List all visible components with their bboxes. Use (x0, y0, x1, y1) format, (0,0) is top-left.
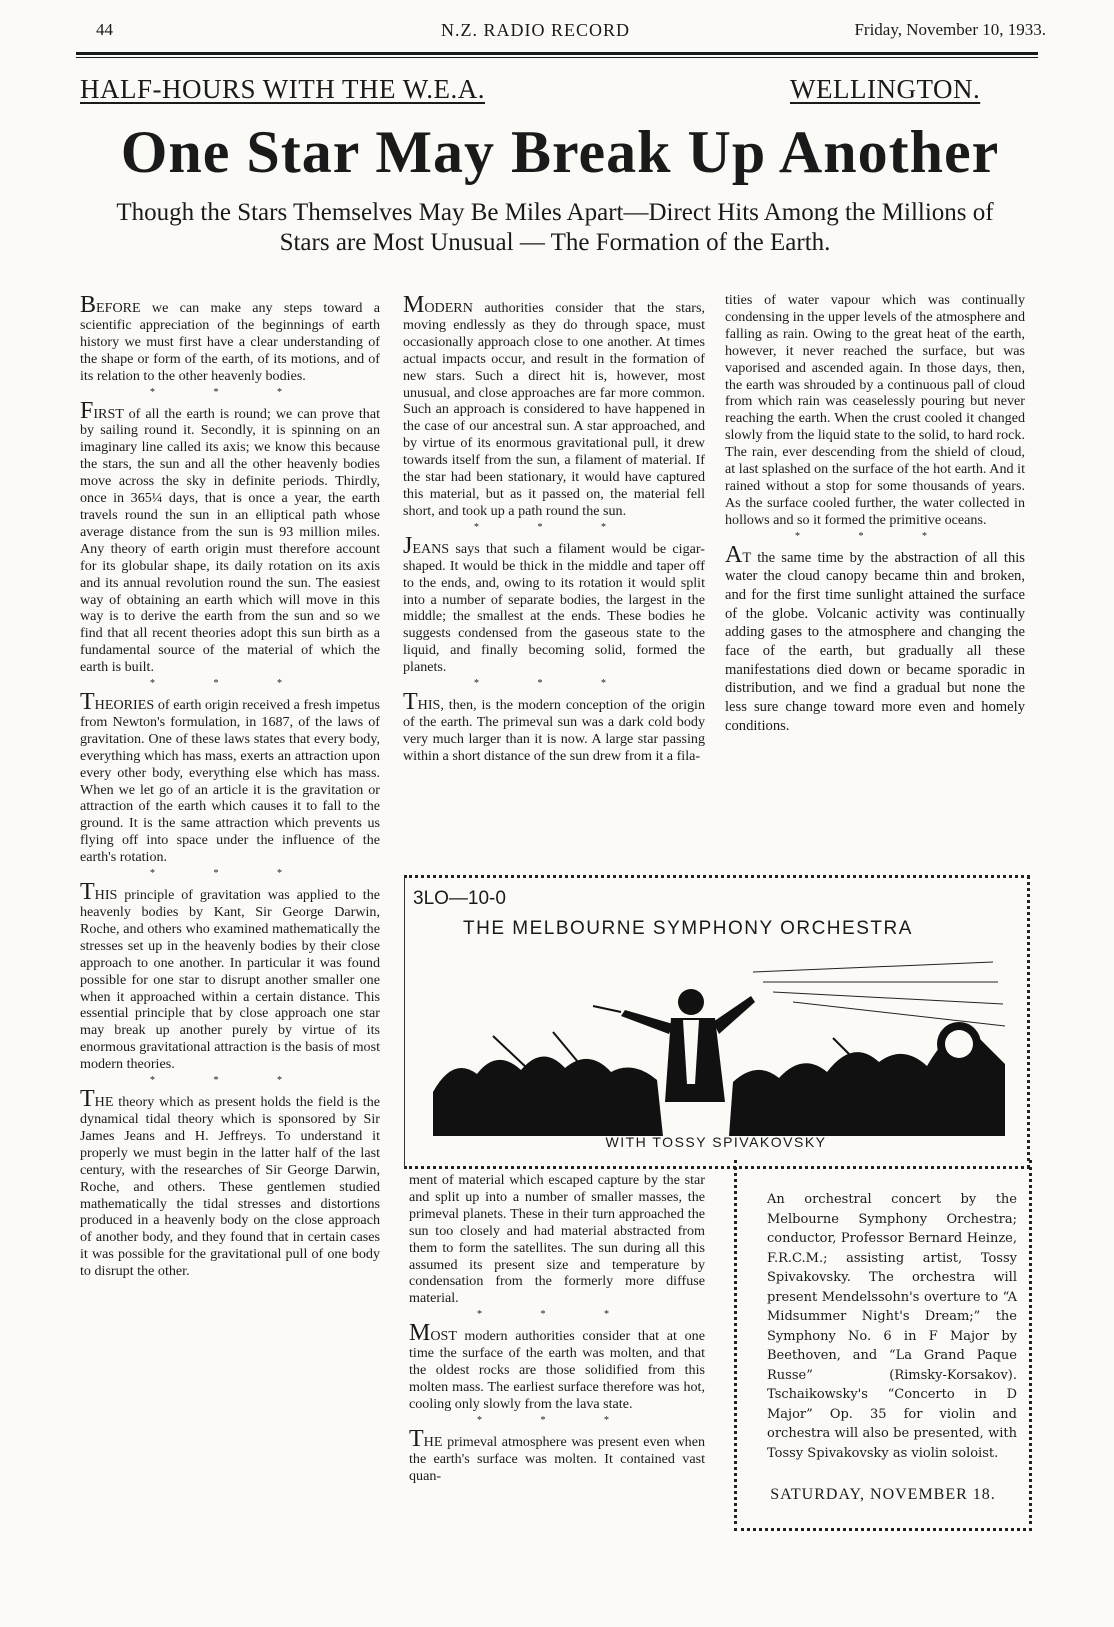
drop-cap: T (403, 689, 418, 716)
soloist-line: WITH TOSSY SPIVAKOVSKY (605, 1134, 827, 1150)
header-rule-thin (76, 57, 1038, 58)
paragraph: tities of water vapour which was continually condensing in the upper levels of the atmosphere and falling as rain. Owing to the great heat of the earth, however, it never reached the surface, but was vaporised and ascended again. In those days, then, the earth was shrouded by a continuous pall of cloud from which rain was ceaselessly pouring but never reaching the earth. When the crust cooled it changed slowly from the liquid state to the solid, to hard rock. The rain, ever descending from the shield of cloud, at last splashed on the surface of the hot earth. And it rained without a stop for some thousands of years. As the surface cooled further, the water collected in hollows and so it formed the primitive oceans. (725, 292, 1025, 528)
conductor-illustration (433, 952, 1005, 1136)
paragraph: THE theory which as present holds the field is the dynamical tidal theory which is sponsored by Sir James Jeans and H. Jeffreys. To understand it properly we must begin in the latter half of the last century, with the researches of Sir George Darwin, Roche, and others. These gentlemen studied mathematically the tidal stresses and distortions produced in a heavenly body on the close approach of another body, and they found that in certain cases it was possible for the gravitational pull of one body to disrupt the other. (80, 1086, 380, 1280)
headline: One Star May Break Up Another (120, 119, 1000, 185)
separator: * * * (795, 530, 955, 542)
paragraph: ment of material which escaped capture by the star and split up into a number of smaller masses, the primeval planets. These in their turn approached the sun too closely and had material abstracted from them to form the satellites. The sun during all this assumed its present size and temperature by condensation from the formerly more diffuse material. (409, 1172, 705, 1307)
concert-description: An orchestral concert by the Melbourne Symphony Orchestra; conductor, Professor Bernard Heinze, F.R.C.M.; assisting artist, Tossy Spivakovsky. The orchestra will present Mendelssohn's overture to “A Midsummer Night's Dream;” the Symphony No. 6 in F Major by Beethoven, and “La Grand Paque Russe” (Rimsky-Korsakov). Tschaikowsky's “Concerto in D Major” Op. 35 for violin and orchestra will also be presented, with Tossy Spivakovsky as violin soloist. (767, 1192, 1017, 1461)
article-column-1 (80, 292, 380, 1280)
separator: * * * (474, 521, 634, 533)
header-rule (76, 52, 1038, 55)
paragraph: JEANS says that such a filament would be cigar-shaped. It would be thick in the middle and taper off to the ends, and, owing to its rotation it would split into a number of separate bodies, the largest in the middle; the smallest at the ends. These bodies he suggests condensed from the gaseous state to the liquid, and finally becoming solid, formed the planets. (403, 532, 705, 676)
paragraph: THIS principle of gravitation was applied to the heavenly bodies by Kant, Sir George Darwin, Roche, and others who examined mathematically the stresses set up in the heavenly bodies by their close approach to one another. In particular it was found possible for one star to disrupt another smaller one when it approached within a certain distance. This essential principle that by close approach one star may break up another purely by virtue of its enormous gravitational attraction is the basis of most modern theories. (80, 879, 380, 1073)
publication-name: N.Z. RADIO RECORD (441, 20, 631, 40)
drop-cap: A (725, 541, 743, 568)
subheadline: Though the Stars Themselves May Be Miles Apart—Direct Hits Among the Millions of Stars are Most Unusual — The Formation of the Earth. (116, 199, 994, 256)
paragraph: FIRST of all the earth is round; we can prove that by sailing round it. Secondly, it is spinning on an imaginary line called its axis; we know this because the stars, the sun and all the other heavenly bodies move across the sky in definite periods. Thirdly, once in 365¼ days, that is once a year, the earth travels round the sun in an elliptical path whose average distance from the sun is 93 million miles. Any theory of earth origin must therefore account for its globular shape, its daily rotation on its axis and its annual revolution round the sun. The easiest way of obtaining an earth which will move in this way is to derive the earth from the sun and so we find that all recent theories adopt this sun birth as a fundamental source of the material of which the earth is built. (80, 397, 380, 676)
page-number: 44 (96, 20, 113, 39)
drop-cap: T (80, 879, 95, 906)
separator: * * * (150, 868, 310, 880)
drop-cap: T (80, 1086, 95, 1113)
drop-cap: B (80, 292, 97, 318)
running-header (96, 18, 1046, 46)
separator: * * * (150, 386, 310, 398)
separator: * * * (474, 678, 634, 690)
separator: * * * (150, 1075, 310, 1087)
paragraph: BEFORE we can make any steps toward a scientific appreciation of the beginnings of earth history we must first have a clear understanding of the shape or form of the earth, of its motions, and of its relation to the other heavenly bodies. (80, 292, 380, 384)
drop-cap: T (80, 689, 95, 716)
concert-details-box (734, 1160, 1032, 1531)
paragraph: THEORIES of earth origin received a fresh impetus from Newton's formulation, in 1687, of the laws of gravitation. One of these laws states that every body, everything which has mass, exerts an attraction upon every other body, everything else which has mass. When we let go of an article it is the gravitation or attraction of the earth which causes it to fall to the ground. It is the same attraction which prevents us flying off into space under the influence of the earth's rotation. (80, 689, 380, 866)
separator: * * * (477, 1309, 637, 1321)
drop-cap: J (403, 532, 413, 559)
broadcast-date: SATURDAY, NOVEMBER 18. (770, 1486, 996, 1503)
drop-cap: F (80, 397, 94, 424)
paragraph: MODERN authorities consider that the stars, moving endlessly as they do through space, must occasionally approach close to one another. At times actual impacts occur, and result in the formation of new stars. Such a direct hit is, however, most unusual, and close approaches are far more common. Such an approach is considered to have happened in the case of our ancestral sun. A star approached, and by virtue of its enormous gravitational pull, it drew towards itself from the sun, a filament of material. If the star had been stationary, it would have captured this material, but as it passed on, the material fell short, and took up a path round the sun. (403, 292, 705, 519)
orchestra-title: THE MELBOURNE SYMPHONY ORCHESTRA (463, 918, 913, 939)
drop-cap: T (409, 1425, 424, 1452)
article-column-3 (725, 292, 1025, 735)
paragraph: THIS, then, is the modern conception of the origin of the earth. The primeval sun was a dark cold body very much larger than it is now. A large star passing within a short distance of the sun drew from it a fila- (403, 689, 705, 764)
series-title: HALF-HOURS WITH THE W.E.A. (80, 74, 486, 104)
issue-date: Friday, November 10, 1933. (854, 20, 1046, 39)
paragraph: MOST modern authorities consider that at one time the surface of the earth was molten, and that the oldest rocks are those solidified from this molten mass. The earliest surface therefore was hot, cooling only slowly from the lava state. (409, 1320, 705, 1412)
paragraph: AT the same time by the abstraction of all this water the cloud canopy became thin and broken, and for the first time sunlight attained the surface of the globe. Volcanic activity was continually adding gases to the atmosphere and changing the face of the earth, but gradually all these manifestations died down or became sporadic in distribution, and we find a gradual but none the less sure change toward more even and homely conditions. (725, 541, 1025, 734)
article-column-2-continued (409, 1172, 705, 1485)
article-column-2 (403, 292, 705, 765)
separator: * * * (477, 1414, 637, 1426)
radio-advert (404, 875, 1030, 1169)
paragraph: THE primeval atmosphere was present even when the earth's surface was molten. It contained vast quan- (409, 1425, 705, 1484)
drop-cap: M (403, 292, 425, 318)
station-callsign: 3LO—10-0 (413, 888, 506, 909)
separator: * * * (150, 678, 310, 690)
station-name: WELLINGTON. (790, 74, 981, 104)
drop-cap: M (409, 1320, 431, 1347)
